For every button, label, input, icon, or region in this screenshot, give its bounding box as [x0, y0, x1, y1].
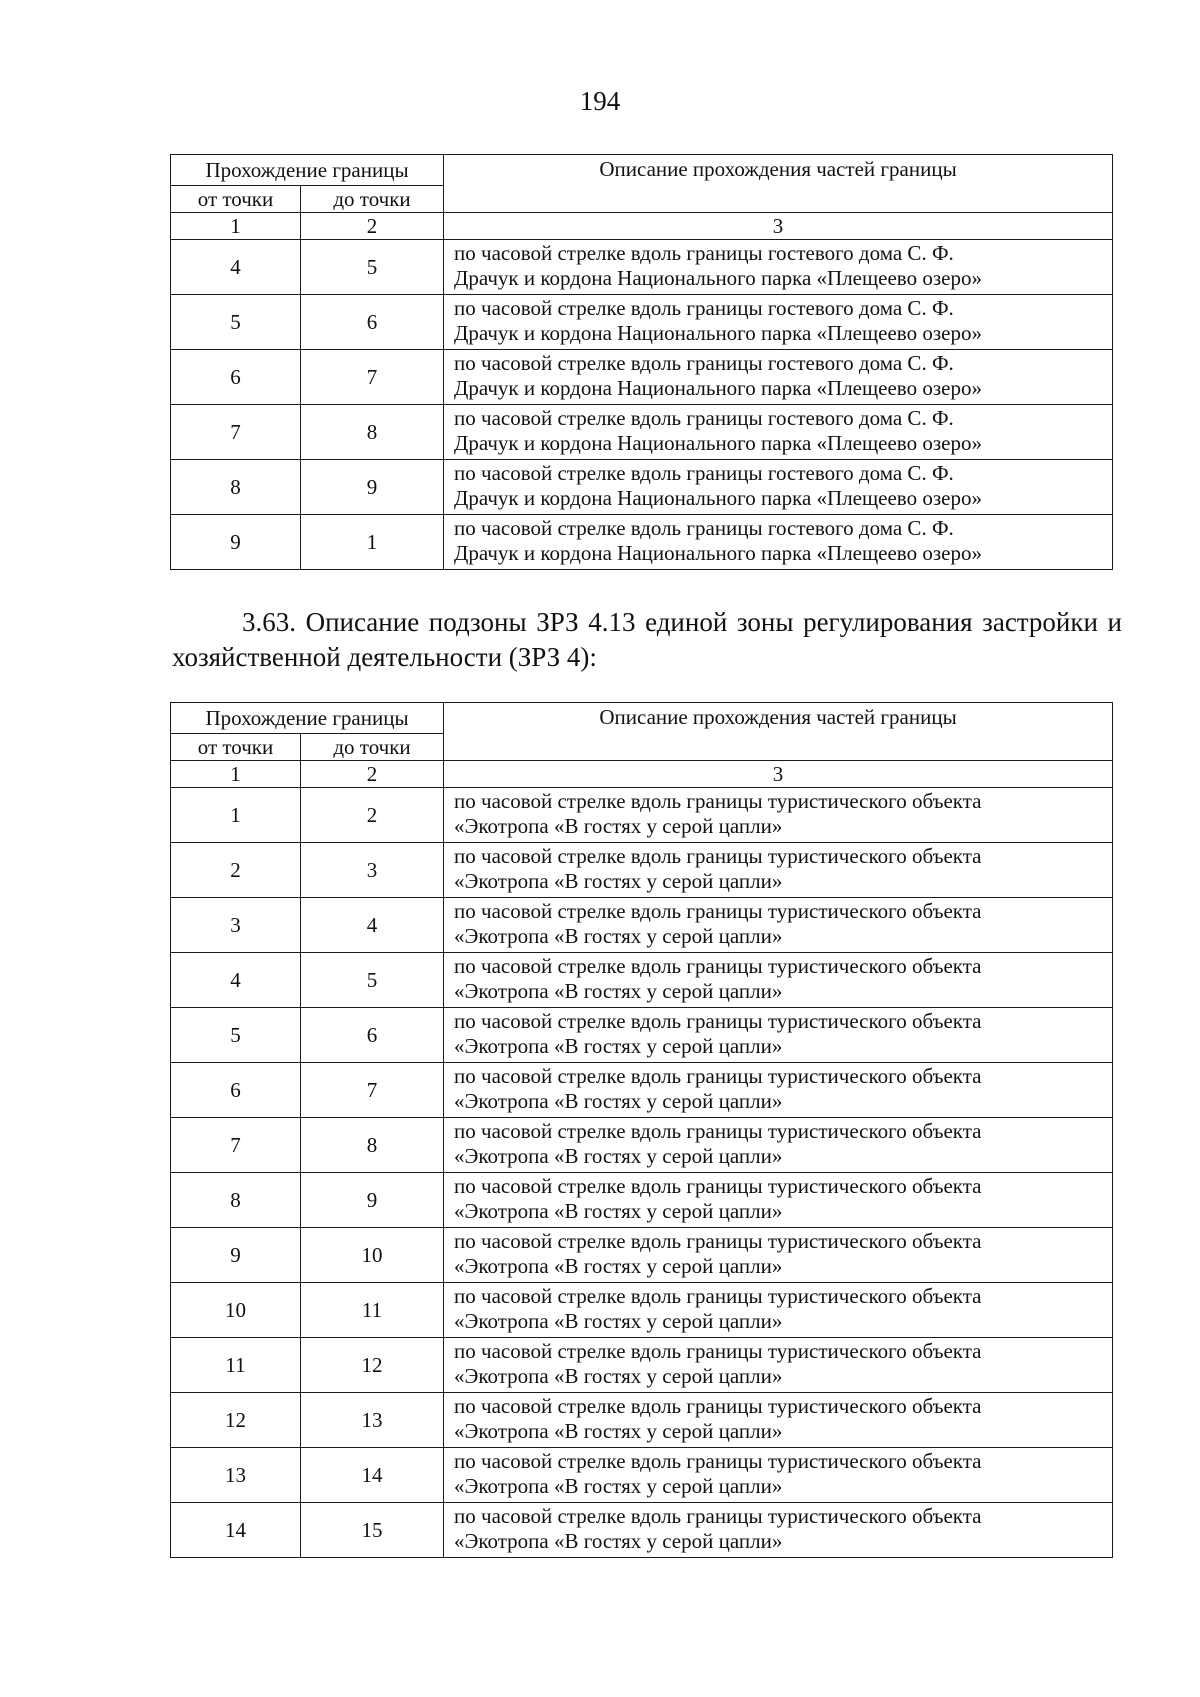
to-point-cell: 6 — [301, 1008, 444, 1063]
header-boundary-passage: Прохождение границы — [171, 155, 444, 186]
from-point-cell: 4 — [171, 953, 301, 1008]
table-row — [171, 1338, 1113, 1393]
to-point-cell: 7 — [301, 1063, 444, 1118]
boundary-table-2 — [170, 702, 1113, 1558]
description-line: по часовой стрелке вдоль границы туристического объекта — [454, 789, 982, 813]
description-line: «Экотропа «В гостях у серой цапли» — [454, 924, 783, 948]
description-line: по часовой стрелке вдоль границы туристического объекта — [454, 954, 982, 978]
description-cell — [444, 405, 1113, 460]
description-line: «Экотропа «В гостях у серой цапли» — [454, 1364, 783, 1388]
from-point-cell: 14 — [171, 1503, 301, 1558]
table-row — [171, 405, 1113, 460]
to-point-cell: 14 — [301, 1448, 444, 1503]
to-point-cell: 1 — [301, 515, 444, 570]
description-cell — [444, 1228, 1113, 1283]
to-point-cell: 8 — [301, 405, 444, 460]
description-line: Драчук и кордона Национального парка «Плещеево озеро» — [454, 541, 982, 565]
description-line: Драчук и кордона Национального парка «Плещеево озеро» — [454, 431, 982, 455]
to-point-cell: 8 — [301, 1118, 444, 1173]
table-header-row — [171, 703, 1113, 734]
description-line: «Экотропа «В гостях у серой цапли» — [454, 814, 783, 838]
description-line: «Экотропа «В гостях у серой цапли» — [454, 979, 783, 1003]
table-row — [171, 788, 1113, 843]
table-row — [171, 1393, 1113, 1448]
description-line: по часовой стрелке вдоль границы гостевого дома С. Ф. — [454, 296, 954, 320]
description-line: Драчук и кордона Национального парка «Плещеево озеро» — [454, 486, 982, 510]
description-cell — [444, 953, 1113, 1008]
description-line: «Экотропа «В гостях у серой цапли» — [454, 1254, 783, 1278]
table-row — [171, 1228, 1113, 1283]
to-point-cell: 13 — [301, 1393, 444, 1448]
to-point-cell: 9 — [301, 1173, 444, 1228]
from-point-cell: 3 — [171, 898, 301, 953]
description-line: Драчук и кордона Национального парка «Плещеево озеро» — [454, 376, 982, 400]
column-number: 1 — [171, 761, 301, 788]
from-point-cell: 1 — [171, 788, 301, 843]
table-row — [171, 1448, 1113, 1503]
from-point-cell: 13 — [171, 1448, 301, 1503]
table-row — [171, 1283, 1113, 1338]
header-description: Описание прохождения частей границы — [444, 155, 1113, 213]
description-cell — [444, 1008, 1113, 1063]
description-cell — [444, 1283, 1113, 1338]
from-point-cell: 7 — [171, 1118, 301, 1173]
from-point-cell: 5 — [171, 295, 301, 350]
from-point-cell: 9 — [171, 1228, 301, 1283]
description-line: по часовой стрелке вдоль границы гостевого дома С. Ф. — [454, 516, 954, 540]
description-cell — [444, 1503, 1113, 1558]
from-point-cell: 7 — [171, 405, 301, 460]
description-line: «Экотропа «В гостях у серой цапли» — [454, 1089, 783, 1113]
table-row — [171, 1118, 1113, 1173]
description-cell — [444, 1448, 1113, 1503]
table-row — [171, 460, 1113, 515]
table-row — [171, 843, 1113, 898]
table-row — [171, 295, 1113, 350]
description-cell — [444, 1173, 1113, 1228]
column-number: 3 — [444, 213, 1113, 240]
description-line: по часовой стрелке вдоль границы гостевого дома С. Ф. — [454, 461, 954, 485]
column-number: 2 — [301, 213, 444, 240]
description-line: по часовой стрелке вдоль границы туристического объекта — [454, 1449, 982, 1473]
from-point-cell: 5 — [171, 1008, 301, 1063]
to-point-cell: 5 — [301, 953, 444, 1008]
description-line: по часовой стрелке вдоль границы туристического объекта — [454, 1284, 982, 1308]
description-cell — [444, 515, 1113, 570]
to-point-cell: 4 — [301, 898, 444, 953]
to-point-cell: 7 — [301, 350, 444, 405]
boundary-table-1 — [170, 154, 1113, 570]
description-line: по часовой стрелке вдоль границы туристического объекта — [454, 1119, 982, 1143]
table-row — [171, 1503, 1113, 1558]
description-line: «Экотропа «В гостях у серой цапли» — [454, 1034, 783, 1058]
to-point-cell: 11 — [301, 1283, 444, 1338]
description-cell — [444, 240, 1113, 295]
description-cell — [444, 350, 1113, 405]
from-point-cell: 12 — [171, 1393, 301, 1448]
from-point-cell: 6 — [171, 350, 301, 405]
from-point-cell: 8 — [171, 460, 301, 515]
page-number: 194 — [579, 86, 621, 116]
table-row — [171, 515, 1113, 570]
description-cell — [444, 1338, 1113, 1393]
to-point-cell: 6 — [301, 295, 444, 350]
description-line: «Экотропа «В гостях у серой цапли» — [454, 1144, 783, 1168]
description-line: «Экотропа «В гостях у серой цапли» — [454, 1474, 783, 1498]
description-cell — [444, 1393, 1113, 1448]
description-cell — [444, 843, 1113, 898]
description-cell — [444, 788, 1113, 843]
table-row — [171, 953, 1113, 1008]
description-cell — [444, 1063, 1113, 1118]
column-number: 3 — [444, 761, 1113, 788]
to-point-cell: 3 — [301, 843, 444, 898]
section-heading: 3.63. Описание подзоны ЗРЗ 4.13 единой зоны регулирования застройки и хозяйственной деятельности (ЗРЗ 4): — [172, 607, 1122, 672]
description-line: по часовой стрелке вдоль границы гостевого дома С. Ф. — [454, 241, 954, 265]
header-boundary-passage: Прохождение границы — [171, 703, 444, 734]
description-line: «Экотропа «В гостях у серой цапли» — [454, 1309, 783, 1333]
from-point-cell: 4 — [171, 240, 301, 295]
description-line: «Экотропа «В гостях у серой цапли» — [454, 1529, 783, 1553]
description-line: «Экотропа «В гостях у серой цапли» — [454, 1199, 783, 1223]
description-line: «Экотропа «В гостях у серой цапли» — [454, 1419, 783, 1443]
table-row — [171, 1008, 1113, 1063]
description-line: по часовой стрелке вдоль границы туристического объекта — [454, 1009, 982, 1033]
description-line: по часовой стрелке вдоль границы туристического объекта — [454, 1174, 982, 1198]
to-point-cell: 12 — [301, 1338, 444, 1393]
description-line: по часовой стрелке вдоль границы туристического объекта — [454, 899, 982, 923]
description-line: Драчук и кордона Национального парка «Плещеево озеро» — [454, 321, 982, 345]
description-line: по часовой стрелке вдоль границы туристического объекта — [454, 844, 982, 868]
from-point-cell: 11 — [171, 1338, 301, 1393]
from-point-cell: 8 — [171, 1173, 301, 1228]
header-to-point: до точки — [301, 186, 444, 213]
from-point-cell: 2 — [171, 843, 301, 898]
header-from-point: от точки — [171, 734, 301, 761]
table-row — [171, 1173, 1113, 1228]
from-point-cell: 6 — [171, 1063, 301, 1118]
header-description: Описание прохождения частей границы — [444, 703, 1113, 761]
description-cell — [444, 295, 1113, 350]
table-header-row — [171, 155, 1113, 186]
to-point-cell: 5 — [301, 240, 444, 295]
description-cell — [444, 1118, 1113, 1173]
column-number-row — [171, 761, 1113, 788]
table-row — [171, 350, 1113, 405]
description-line: по часовой стрелке вдоль границы гостевого дома С. Ф. — [454, 406, 954, 430]
column-number: 1 — [171, 213, 301, 240]
description-line: по часовой стрелке вдоль границы туристического объекта — [454, 1504, 982, 1528]
column-number-row — [171, 213, 1113, 240]
to-point-cell: 2 — [301, 788, 444, 843]
to-point-cell: 15 — [301, 1503, 444, 1558]
description-line: по часовой стрелке вдоль границы туристического объекта — [454, 1394, 982, 1418]
description-cell — [444, 898, 1113, 953]
column-number: 2 — [301, 761, 444, 788]
from-point-cell: 9 — [171, 515, 301, 570]
description-cell — [444, 460, 1113, 515]
description-line: по часовой стрелке вдоль границы туристического объекта — [454, 1229, 982, 1253]
header-to-point: до точки — [301, 734, 444, 761]
description-line: Драчук и кордона Национального парка «Плещеево озеро» — [454, 266, 982, 290]
description-line: по часовой стрелке вдоль границы гостевого дома С. Ф. — [454, 351, 954, 375]
description-line: «Экотропа «В гостях у серой цапли» — [454, 869, 783, 893]
header-from-point: от точки — [171, 186, 301, 213]
description-line: по часовой стрелке вдоль границы туристического объекта — [454, 1064, 982, 1088]
to-point-cell: 10 — [301, 1228, 444, 1283]
table-row — [171, 240, 1113, 295]
table-row — [171, 1063, 1113, 1118]
table-row — [171, 898, 1113, 953]
description-line: по часовой стрелке вдоль границы туристического объекта — [454, 1339, 982, 1363]
to-point-cell: 9 — [301, 460, 444, 515]
from-point-cell: 10 — [171, 1283, 301, 1338]
